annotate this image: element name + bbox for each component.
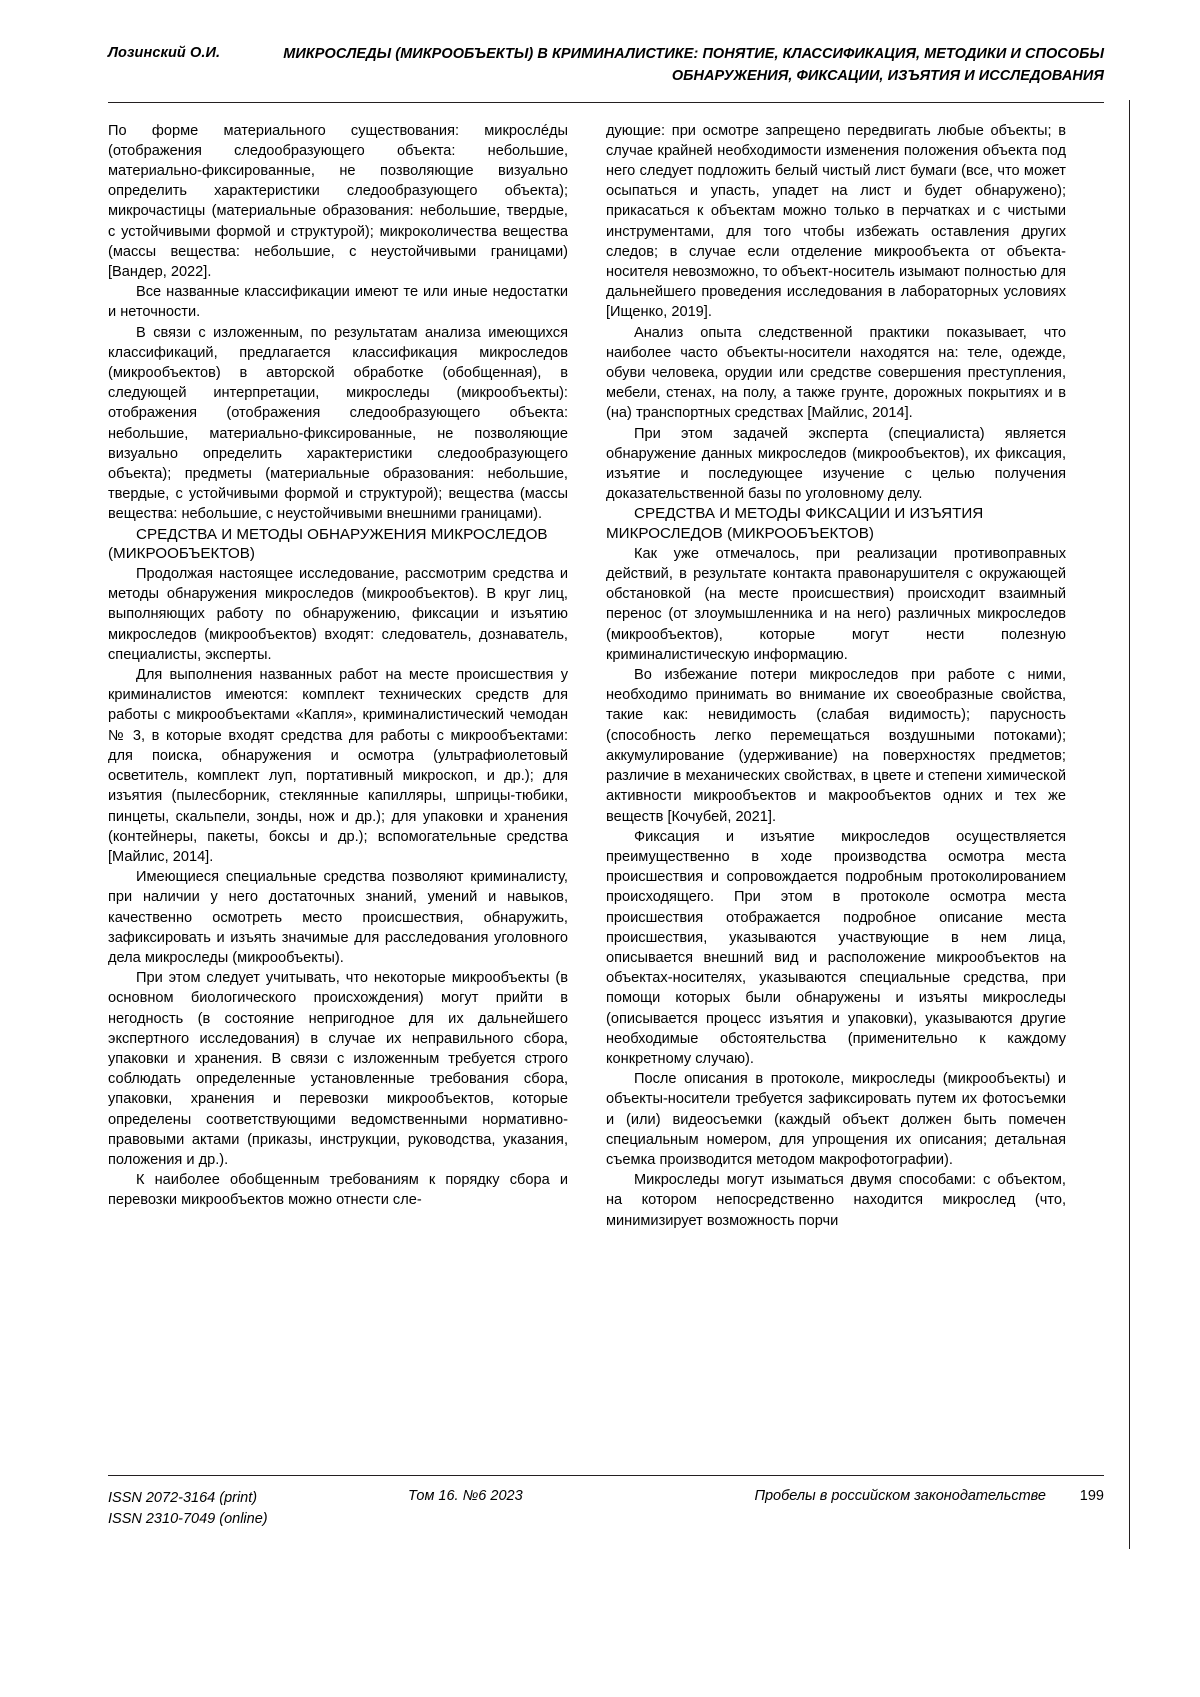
paragraph: Во избежание потери микроследов при работе с ними, необходимо принимать во внимание их своеобразные свойства, такие как: невидимость (слабая видимость); парусность (способность легко перемещаться воздушными потоками); аккумулирование (удерживание) на поверхностях предметов; различие в механических свойствах, в цвете и степени химической активности микрообъектов и макрообъектов одних и тех же веществ [Кочубей, 2021]. (606, 667, 1066, 825)
paragraph: Как уже отмечалось, при реализации противоправных действий, в результате контакта правонарушителя с окружающей обстановкой (на месте происшествия) происходит взаимный перенос (от злоумышленника и на него) различных микроследов (микрообъектов), которые могут нести полезную криминалистическую информацию. (606, 545, 1066, 663)
footer-divider (108, 1475, 1104, 1476)
article-body (108, 121, 1104, 1459)
volume-issue: Том 16. №6 2023 (408, 1487, 523, 1504)
journal-name: Пробелы в российском законодательстве (754, 1487, 1046, 1504)
right-column (606, 121, 1066, 1459)
running-head (108, 44, 1104, 88)
paragraph: В связи с изложенным, по результатам анализа имеющихся классификаций, предлагается классификация микроследов (микрообъектов) в авторской обработке (обобщенная), в следующей интерпретации, микроследы (микрообъекты): отображения (отображения следообразующего объекта: небольшие, материально-фиксированные, не позволяющие визуально определить характеристики следообразующего объекта); предметы (материальные образования: небольшие, твердые, с устойчивыми формой и структурой); вещества (массы вещества: небольшие, с неустойчивыми внешними границами). (108, 324, 568, 523)
paragraph: К наиболее обобщенным требованиям к порядку сбора и перевозки микрообъектов можно отнести сле- (108, 1172, 568, 1209)
header-divider (108, 102, 1104, 103)
paragraph: Анализ опыта следственной практики показывает, что наиболее часто объекты-носители находятся на: теле, одежде, обуви человека, орудии или средстве совершения преступления, мебели, стенах, на полу, а также грунте, дорожных покрытиях и в (на) транспортных средствах [Майлис, 2014]. (606, 324, 1066, 422)
paragraph: После описания в протоколе, микроследы (микрообъекты) и объекты-носители требуется зафиксировать путем их фотосъемки и (или) видеосъемки (каждый объект должен быть помечен специальным номером, для упрощения их описания; детальная съемка производится методом макрофотографии). (606, 1071, 1066, 1168)
issn-print: ISSN 2072-3164 (print) (108, 1489, 258, 1506)
paragraph: Имеющиеся специальные средства позволяют криминалисту, при наличии у него достаточных знаний, умений и навыков, качественно осмотреть место происшествия, обнаружить, зафиксировать и изъять значимые для расследования уголовного дела микроследы (микрообъекты). (108, 869, 568, 966)
paragraph: По форме материального существования: микрослéды (отображения следообразующего объекта: небольшие, материально-фиксированные, не позволяющие визуально определить характеристики следообразующего объекта); микрочастицы (материальные образования: небольшие, твердые, с устойчивыми формой и структурой); микроколичества вещества (массы вещества: небольшие, с неустойчивыми границами) [Вандер, 2022]. (108, 122, 568, 280)
paragraph: Фиксация и изъятие микроследов осуществляется преимущественно в ходе производства осмотра места происшествия и сопровождается подробным протоколированием происходящего. При этом в протоколе осмотра места происшествия отображается подробное описание места происшествия, указываются участвующие в нем лица, описывается внешний вид и расположение микрообъектов на объектах-носителях, указываются специальные средства, при помощи которых были обнаружены и изъяты микроследы (описывается процесс изъятия и упаковки), указываются другие необходимые обстоятельства (применительно к каждому конкретному случаю). (606, 828, 1066, 1067)
paragraph: Продолжая настоящее исследование, рассмотрим средства и методы обнаружения микроследов (микрообъектов). В круг лиц, выполняющих работу по обнаружению, фиксации и изъятию микроследов (микрообъектов) входят: следователь, дознаватель, специалисты, эксперты. (108, 566, 568, 663)
paragraph: При этом задачей эксперта (специалиста) является обнаружение данных микроследов (микрообъектов), их фиксация, изъятие и последующее изучение с целью получения доказательственной базы по уголовному делу. (606, 425, 1066, 503)
issn-online: ISSN 2310-7049 (online) (108, 1510, 268, 1527)
paragraph: Микроследы могут изыматься двумя способами: с объектом, на котором непосредственно находится микрослед (что, минимизирует возможность порчи (606, 1172, 1066, 1229)
paragraph: При этом следует учитывать, что некоторые микрообъекты (в основном биологического происхождения) могут прийти в негодность (в состояние непригодное для их дальнейшего экспертного исследования) в случае их неправильного сбора, упаковки и хранения. В связи с изложенным требуется строго соблюдать определенные установленные требования сбора, упаковки, хранения и перевозки микрообъектов, которые определены соответствующими ведомственными нормативно-правовыми актами (приказы, инструкции, руководства, указания, положения и др.). (108, 970, 568, 1168)
paragraph: Для выполнения названных работ на месте происшествия у криминалистов имеются: комплект технических средств для работы с микрообъектами «Капля», криминалистический чемодан № 3, в которые входят средства для работы с микрообъектами: для поиска, обнаружения и осмотра (ультрафиолетовый осветитель, комплект луп, портативный микроскоп, и др.); для изъятия (пылесборник, стеклянные капилляры, шприцы-тюбики, пинцеты, скальпели, зонды, нож и др.); для упаковки и хранения (контейнеры, пакеты, боксы и др.); вспомогательные средства [Майлис, 2014]. (108, 667, 568, 865)
running-head-author: Лозинский О.И. (108, 45, 221, 61)
section-heading: СРЕДСТВА И МЕТОДЫ ФИКСАЦИИ И ИЗЪЯТИЯ МИКРОСЛЕДОВ (МИКРООБЪЕКТОВ) (606, 505, 984, 543)
section-heading: СРЕДСТВА И МЕТОДЫ ОБНАРУЖЕНИЯ МИКРОСЛЕДОВ (МИКРООБЪЕКТОВ) (108, 525, 548, 563)
paragraph: Все названные классификации имеют те или иные недостатки и неточности. (108, 284, 568, 321)
running-head-title: МИКРОСЛЕДЫ (МИКРООБЪЕКТЫ) В КРИМИНАЛИСТИКЕ: ПОНЯТИЕ, КЛАССИФИКАЦИЯ, МЕТОДИКИ И СПОСОБЫ ОБНАРУЖЕНИЯ, ФИКСАЦИИ, ИЗЪЯТИЯ И ИССЛЕДОВАНИЯ (283, 46, 1104, 84)
issn-block (108, 1488, 408, 1530)
page-footer (108, 1488, 1104, 1530)
page-frame-rule (1129, 100, 1130, 1549)
paragraph: дующие: при осмотре запрещено передвигать любые объекты; в случае крайней необходимости изменения положения объекта под него следует подложить белый чистый лист бумаги (все, что может осыпаться и упасть, упадет на лист и будет обнаружено); прикасаться к объектам можно только в перчатках и с чистыми инструментами, для того чтобы избежать оставления других следов; в случае если отделение микрообъекта от объекта-носителя невозможно, то объект-носитель изымают полностью для дальнейшего проведения исследования в лабораторных условиях [Ищенко, 2019]. (606, 122, 1066, 321)
page-number: 199 (1079, 1487, 1104, 1504)
left-column (108, 121, 568, 1459)
